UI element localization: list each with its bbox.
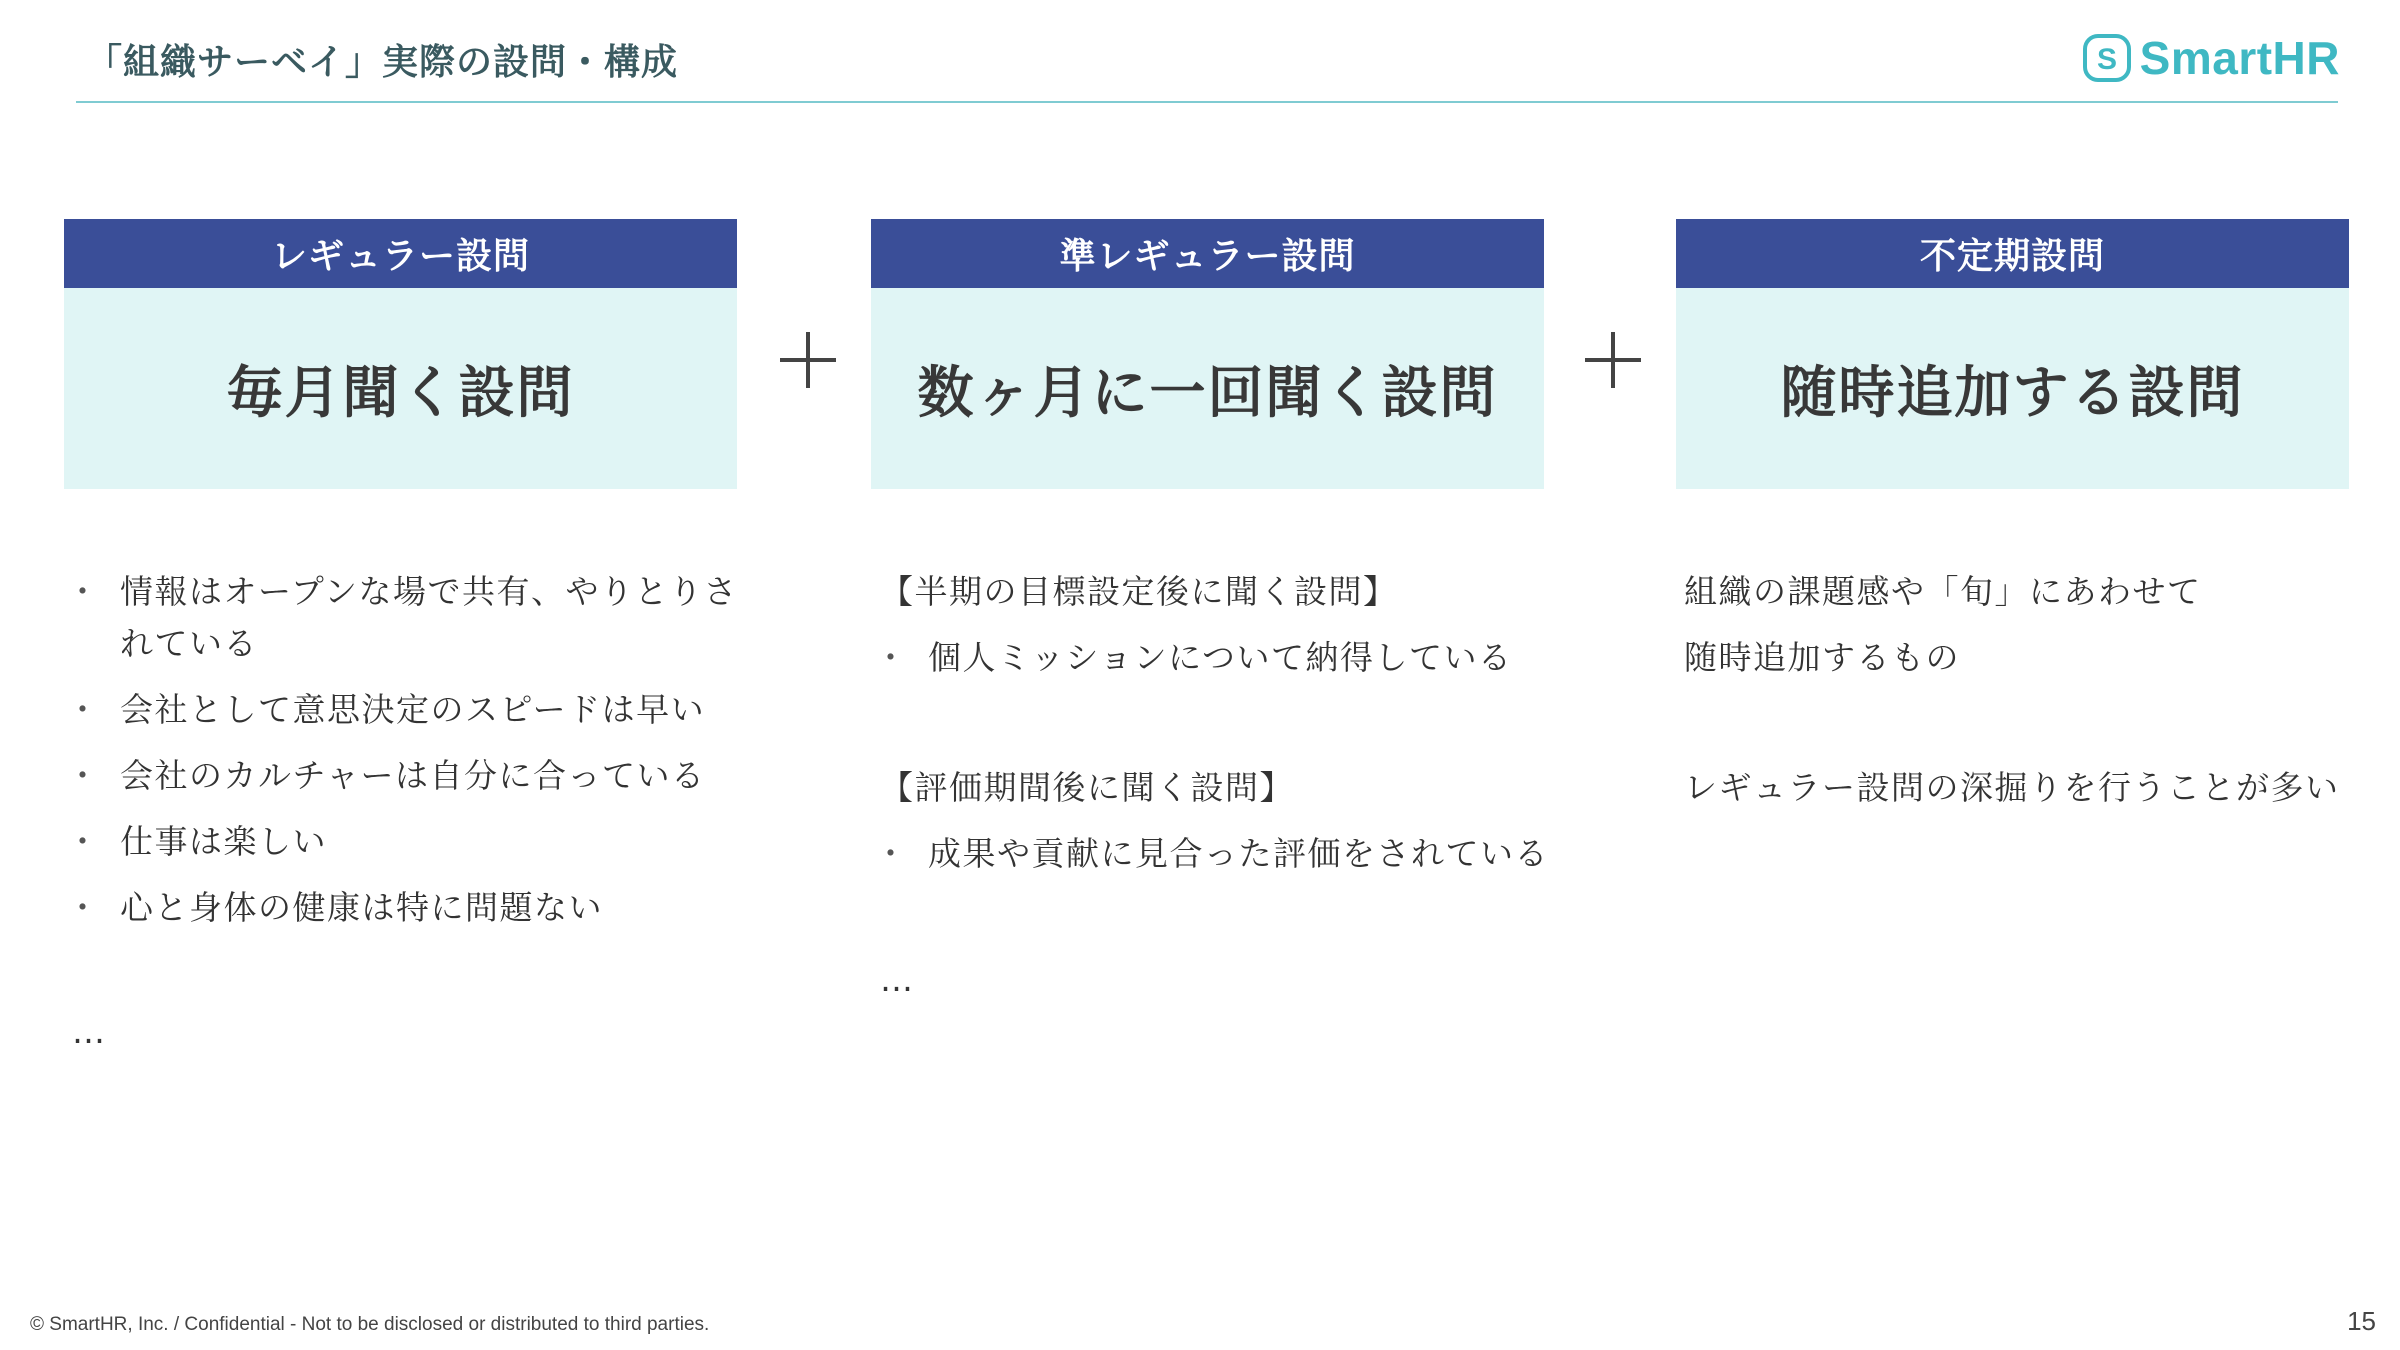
plus-icon [780,330,840,390]
column-summary: 毎月聞く設問 [64,288,737,489]
smarthr-logo-icon [2082,33,2132,83]
header-divider [76,101,2338,103]
smarthr-logo [2082,30,2340,86]
semi-regular-section-goal [880,566,1640,698]
list-item: ・ 会社として意思決定のスピードは早い [72,684,752,736]
logo-text: SmartHR [2139,32,2340,84]
list-item: ・ 成果や貢献に見合った評価をされている [880,828,1640,880]
description-line: 組織の課題感や「旬」にあわせて [1684,572,2202,611]
column-irregular [1676,219,2349,489]
regular-ellipsis: … [72,1012,105,1051]
regular-question-list [72,566,752,948]
column-summary: 随時追加する設問 [1676,288,2349,489]
column-header: レギュラー設問 [64,219,737,288]
description-line: レギュラー設問の深掘りを行うことが多い [1684,768,2340,807]
footer-copyright: © SmartHR, Inc. / Confidential - Not to be disclosed or distributed to third parties. [30,1314,710,1335]
column-summary: 数ヶ月に一回聞く設問 [871,288,1544,489]
section-title: 【評価期間後に聞く設問】 [880,768,1294,807]
semi-regular-ellipsis: … [880,960,913,999]
list-item: ・ 心と身体の健康は特に問題ない [72,882,752,934]
column-header: 不定期設問 [1676,219,2349,288]
list-item: ・ 会社のカルチャーは自分に合っている [72,750,752,802]
section-title: 【半期の目標設定後に聞く設問】 [880,572,1398,611]
column-header: 準レギュラー設問 [871,219,1544,288]
column-regular [64,219,737,489]
irregular-note [1684,762,2384,814]
page-number: 15 [2347,1306,2376,1336]
list-item: ・ 情報はオープンな場で共有、やりとりされている [72,566,752,670]
irregular-description [1684,566,2364,684]
semi-regular-section-evaluation [880,762,1640,894]
column-semi-regular [871,219,1544,489]
description-line: 随時追加するもの [1684,638,1960,677]
list-item: ・ 仕事は楽しい [72,816,752,868]
page-title: 「組織サーベイ」実際の設問・構成 [86,42,679,83]
plus-icon [1585,330,1645,390]
logo-mark-letter: S [2096,43,2117,76]
list-item: ・ 個人ミッションについて納得している [880,632,1640,684]
